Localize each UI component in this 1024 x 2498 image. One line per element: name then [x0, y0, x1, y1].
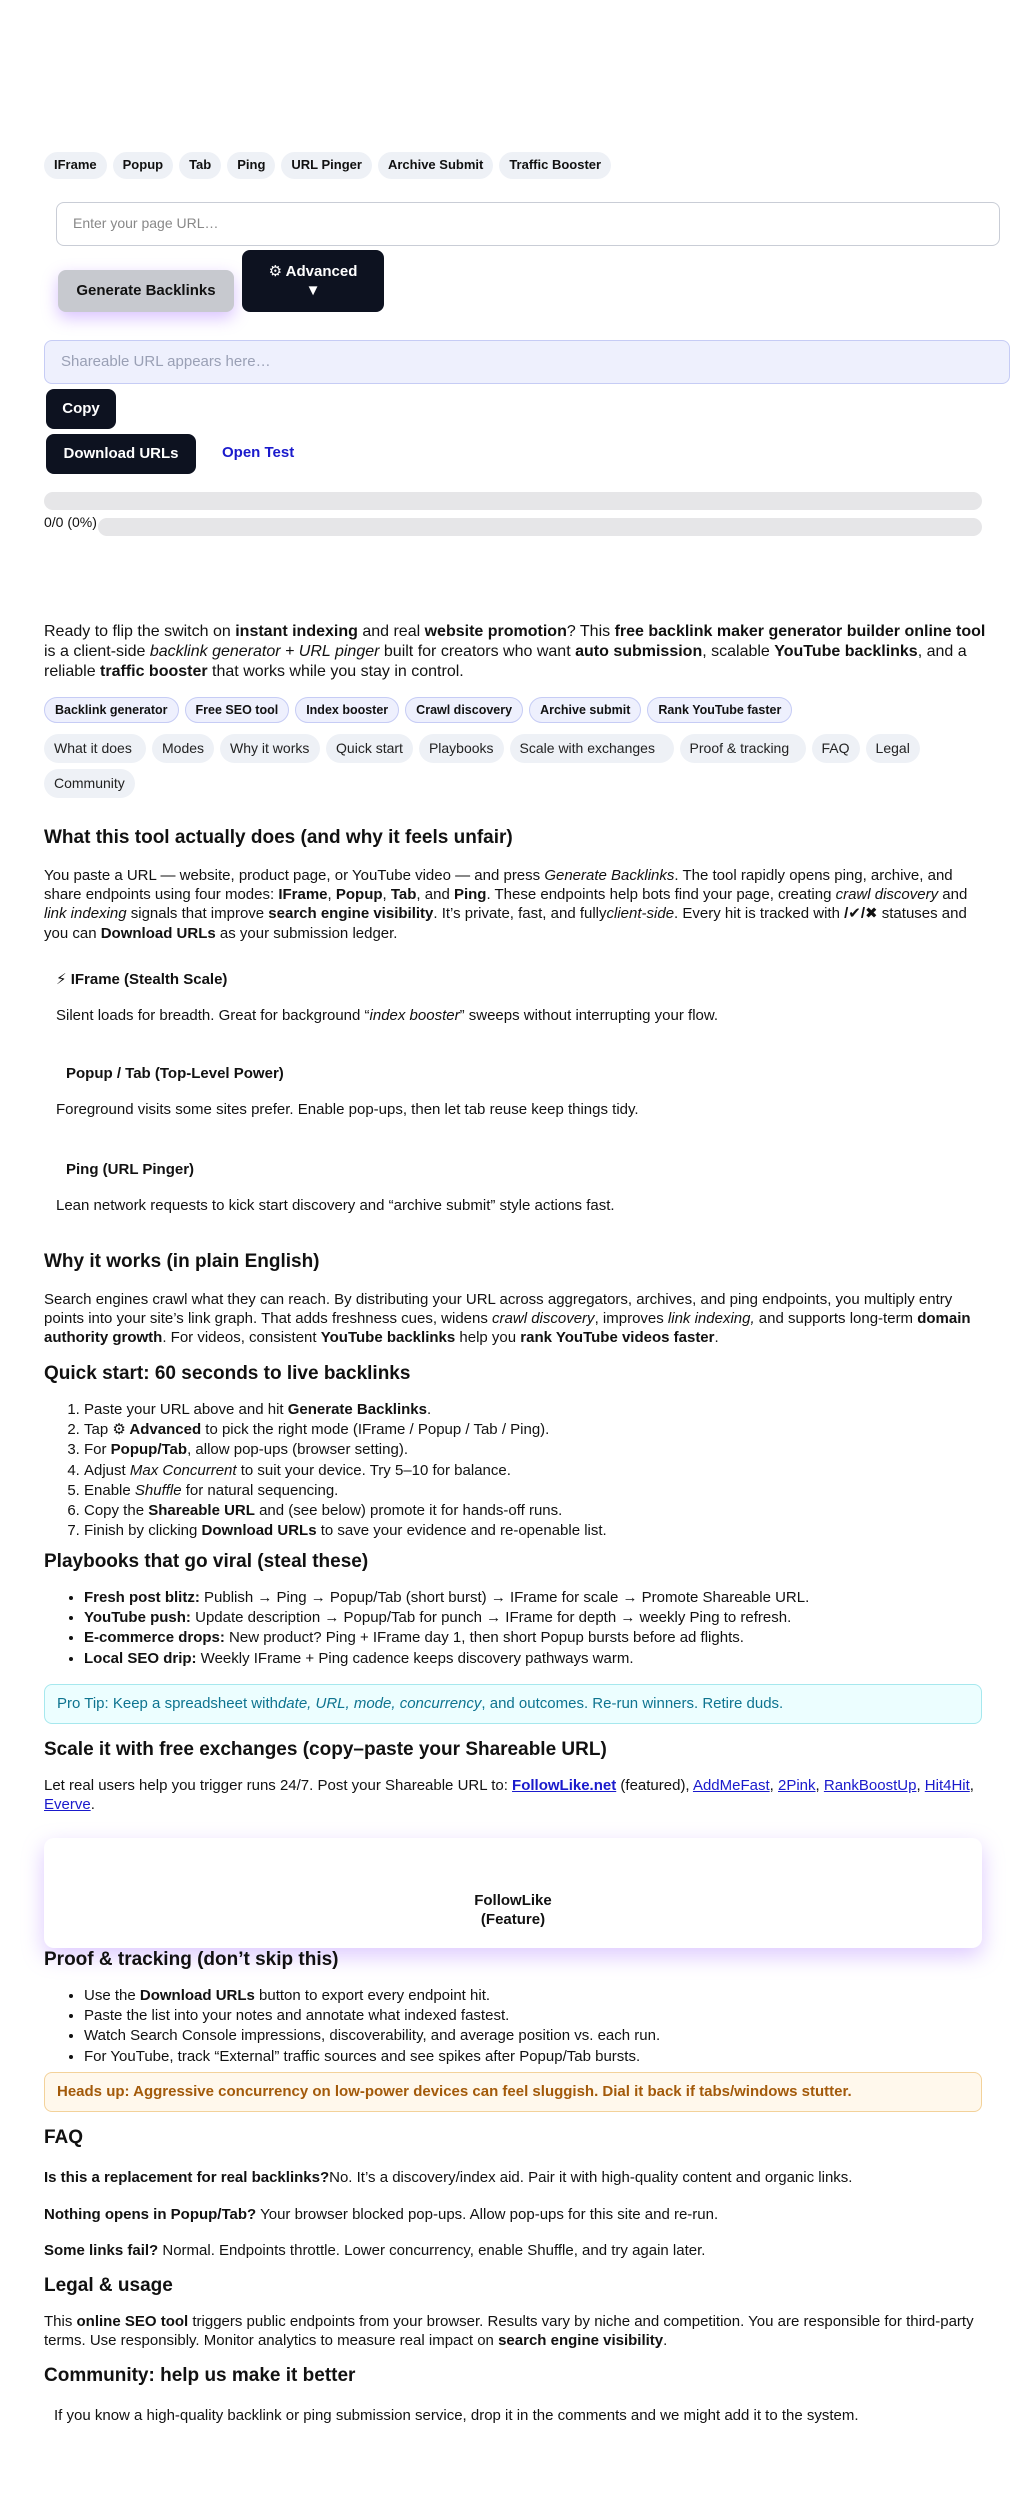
quick-start-step: 5. Enable Shuffle for natural sequencing. [84, 1481, 984, 1500]
legal-text: This online SEO tool triggers public endpoints from your browser. Results vary by niche and competition. You are responsible for third-party terms. Use responsibly. Monitor analytics to measure real impact on search engine visibility. [44, 2313, 974, 2350]
playbooks-heading: Playbooks that go viral (steal these) [44, 1551, 369, 1572]
playbook-item: • YouTube push: Update description → Popup/Tab for punch → IFrame for depth → weekly Ping to refresh. [84, 1608, 984, 1627]
progress-text: 0/0 (0%) [44, 514, 97, 530]
mode-card-ping-title: Ping (URL Pinger) [66, 1161, 195, 1178]
keyword-tags [44, 697, 792, 723]
quick-start-step: 3. For Popup/Tab, allow pop-ups (browser setting). [84, 1440, 984, 1459]
toc-what-it-does[interactable]: What it does [44, 734, 146, 763]
heads-up-callout: Heads up: Aggressive concurrency on low-power devices can feel sluggish. Dial it back if tabs/windows stutter. [44, 2072, 982, 2112]
mode-card-popup-tab-desc: Foreground visits some sites prefer. Enable pop-ups, then let tab reuse keep things tidy. [56, 1101, 639, 1118]
mode-pills [44, 152, 611, 179]
link-hit4hit[interactable]: Hit4Hit [924, 1777, 970, 1794]
download-urls-button[interactable]: Download URLs [46, 434, 196, 474]
toc-legal[interactable]: Legal [866, 734, 920, 763]
keyword-tag: Crawl discovery [405, 697, 523, 723]
toc-faq[interactable]: FAQ [812, 734, 860, 763]
mode-card-popup-tab-title: Popup / Tab (Top-Level Power) [66, 1065, 284, 1082]
community-heading: Community: help us make it better [44, 2365, 356, 2386]
why-it-works-heading: Why it works (in plain English) [44, 1251, 320, 1272]
toc-proof-tracking[interactable]: Proof & tracking [680, 734, 806, 763]
playbook-item: • Fresh post blitz: Publish → Ping → Popup/Tab (short burst) → IFrame for scale → Promote Shareable URL. [84, 1588, 984, 1607]
open-test-link[interactable]: Open Test [222, 444, 295, 461]
quick-start-step: 4. Adjust Max Concurrent to suit your device. Try 5–10 for balance. [84, 1461, 984, 1480]
quick-start-step: 7. Finish by clicking Download URLs to save your evidence and re-openable list. [84, 1521, 984, 1540]
quick-start-step: 6. Copy the Shareable URL and (see below) promote it for hands-off runs. [84, 1501, 984, 1520]
mode-card-iframe-desc: Silent loads for breadth. Great for background “index booster” sweeps without interrupting your flow. [56, 1007, 719, 1024]
mode-ping[interactable]: Ping [227, 152, 275, 179]
progress-bar-primary [44, 492, 982, 510]
what-it-does-text: You paste a URL — website, product page, or YouTube video — and press Generate Backlinks. The tool rapidly opens ping, archive, and share endpoints using four modes: IFrame, Popup, Tab, and Ping. These endpoints help bots find your page, creating crawl discovery and link indexing signals that improve search engine visibility. It’s private, fast, and fullyclient-side. Every hit is tracked with /✔/✖ statuses and you can Download URLs as your submission ledger. [44, 867, 968, 942]
intro-paragraph: Ready to flip the switch on instant indexing and real website promotion? This free backlink maker generator builder online tool is a client-side backlink generator + URL pinger built for creators who want auto submission, scalable YouTube backlinks, and a reliable traffic booster that works while you stay in control. [44, 623, 986, 680]
faq-item: Nothing opens in Popup/Tab? Your browser blocked pop-ups. Allow pop-ups for this site and re-run. [44, 2206, 719, 2223]
advanced-button[interactable] [242, 250, 384, 312]
link-everve[interactable]: Everve [44, 1796, 91, 1814]
link-2pink[interactable]: 2Pink [778, 1777, 816, 1794]
url-input-placeholder: Enter your page URL… [73, 215, 219, 232]
proof-item: • Paste the list into your notes and annotate what indexed fastest. [84, 2006, 984, 2025]
mode-popup[interactable]: Popup [113, 152, 173, 179]
quick-start-step: 1. Paste your URL above and hit Generate Backlinks. [84, 1400, 984, 1419]
shareable-url-placeholder: Shareable URL appears here… [61, 353, 271, 371]
generate-backlinks-button[interactable]: Generate Backlinks [58, 270, 234, 312]
table-of-contents [44, 734, 994, 798]
quick-start-step: 2. Tap ⚙ Advanced to pick the right mode (IFrame / Popup / Tab / Ping). [84, 1420, 984, 1439]
proof-list [84, 1986, 984, 2067]
pro-tip-callout: Pro Tip: Keep a spreadsheet with date, URL, mode, concurrency , and outcomes. Re-run winners. Retire duds. [44, 1684, 982, 1724]
advanced-label: ⚙ Advanced [268, 262, 358, 280]
legal-heading: Legal & usage [44, 2275, 173, 2296]
mode-iframe[interactable]: IFrame [44, 152, 107, 179]
scale-heading: Scale it with free exchanges (copy–paste your Shareable URL) [44, 1739, 607, 1760]
featured-exchange-card[interactable] [44, 1838, 982, 1948]
proof-item: • Use the Download URLs button to export every endpoint hit. [84, 1986, 984, 2005]
chevron-down-icon: ▼ [305, 282, 321, 299]
mode-url-pinger[interactable]: URL Pinger [281, 152, 372, 179]
proof-item: • For YouTube, track “External” traffic sources and see spikes after Popup/Tab bursts. [84, 2047, 984, 2066]
mode-archive-submit[interactable]: Archive Submit [378, 152, 493, 179]
mode-tab[interactable]: Tab [179, 152, 221, 179]
proof-heading: Proof & tracking (don’t skip this) [44, 1949, 339, 1970]
proof-item: • Watch Search Console impressions, discoverability, and average position vs. each run. [84, 2026, 984, 2045]
playbook-item: • Local SEO drip: Weekly IFrame + Ping cadence keeps discovery pathways warm. [84, 1649, 984, 1668]
mode-traffic-booster[interactable]: Traffic Booster [499, 152, 611, 179]
toc-playbooks[interactable]: Playbooks [419, 734, 504, 763]
mode-card-ping-desc: Lean network requests to kick start discovery and “archive submit” style actions fast. [56, 1197, 615, 1214]
keyword-tag: Index booster [295, 697, 399, 723]
link-rankboostup[interactable]: RankBoostUp [823, 1777, 917, 1794]
link-addmefast[interactable]: AddMeFast [692, 1777, 770, 1794]
toc-why-it-works[interactable]: Why it works [220, 734, 320, 763]
faq-item: Is this a replacement for real backlinks?No. It’s a discovery/index aid. Pair it with high-quality content and organic links. [44, 2169, 853, 2186]
feature-card-name: FollowLike [474, 1891, 552, 1909]
shareable-url-field[interactable] [44, 340, 1010, 384]
keyword-tag: Archive submit [529, 697, 641, 723]
copy-button[interactable]: Copy [46, 389, 116, 429]
feature-card-tag: (Feature) [480, 1911, 546, 1928]
faq-item: Some links fail? Normal. Endpoints throttle. Lower concurrency, enable Shuffle, and try again later. [44, 2242, 706, 2259]
link-followlike[interactable]: FollowLike.net [512, 1777, 617, 1794]
toc-modes[interactable]: Modes [152, 734, 214, 763]
keyword-tag: Backlink generator [44, 697, 179, 723]
what-it-does-heading: What this tool actually does (and why it feels unfair) [44, 827, 513, 848]
keyword-tag: Rank YouTube faster [647, 697, 792, 723]
why-it-works-text: Search engines crawl what they can reach. By distributing your URL across aggregators, archives, and ping endpoints, you multiply entry points into your site’s link graph. That adds freshness cues, widens crawl discovery, improves link indexing, and supports long-term domain authority growth. For videos, consistent YouTube backlinks help you rank YouTube videos faster. [44, 1291, 971, 1347]
community-text: If you know a high-quality backlink or ping submission service, drop it in the comments and we might add it to the system. [54, 2407, 859, 2424]
faq-heading: FAQ [44, 2127, 84, 2148]
toc-quick-start[interactable]: Quick start [326, 734, 413, 763]
toc-scale-with-exchanges[interactable]: Scale with exchanges [510, 734, 674, 763]
toc-community[interactable]: Community [44, 769, 135, 798]
quick-start-heading: Quick start: 60 seconds to live backlinks [44, 1363, 411, 1384]
playbook-item: • E-commerce drops: New product? Ping + IFrame day 1, then short Popup bursts before ad flights. [84, 1628, 984, 1647]
mode-card-iframe-title: ⚡ IFrame (Stealth Scale) [56, 971, 228, 988]
keyword-tag: Free SEO tool [185, 697, 290, 723]
playbooks-list [84, 1588, 984, 1669]
exchanges-text: Let real users help you trigger runs 24/7. Post your Shareable URL to: FollowLike.net (featured), AddMeFast, 2Pink, RankBoostUp, Hit4Hit, Everve. [44, 1777, 974, 1814]
url-input[interactable] [56, 202, 1000, 246]
progress-bar-secondary [98, 518, 982, 536]
quick-start-steps [84, 1400, 984, 1541]
